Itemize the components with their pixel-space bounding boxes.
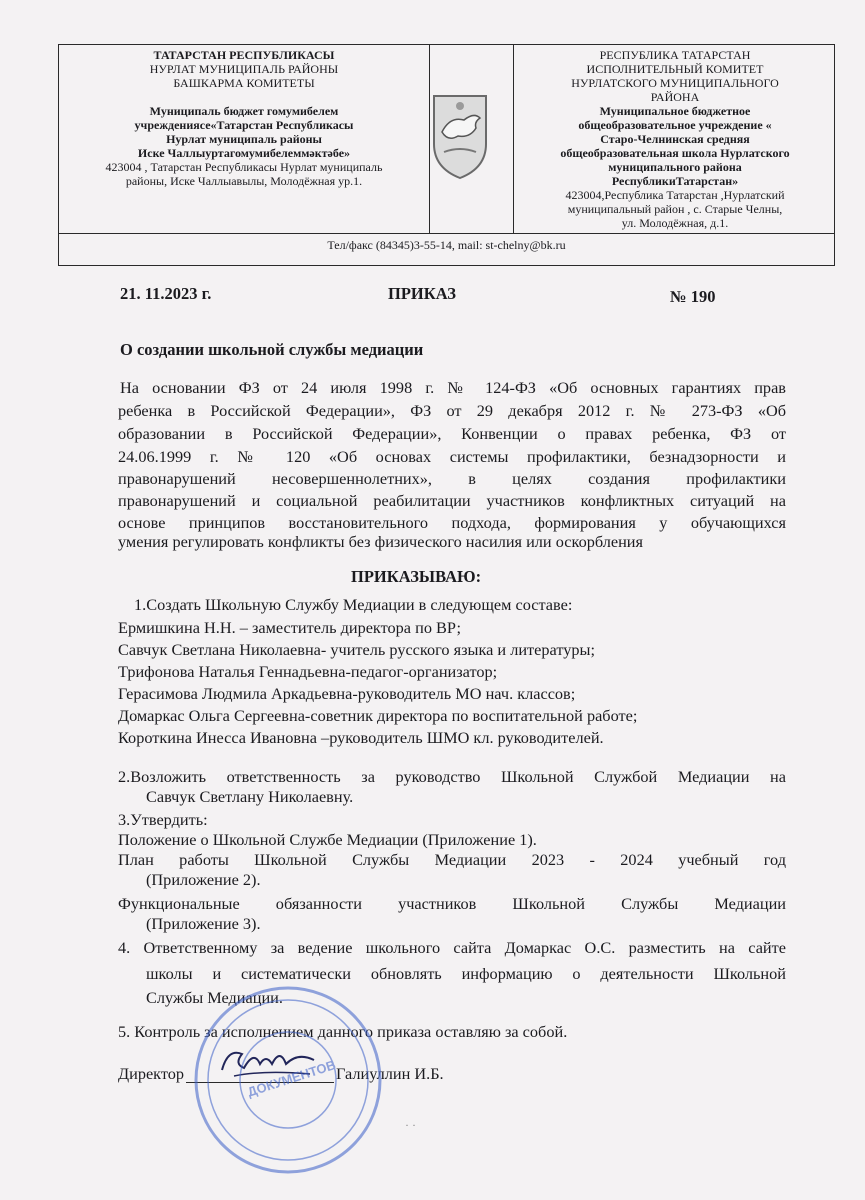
item-1-title: 1.Создать Школьную Службу Медиации в следующем составе: — [134, 595, 573, 614]
letterhead-tatar-line: ТАТАРСТАН РЕСПУБЛИКАСЫ — [153, 48, 335, 62]
letterhead-russian-line: ИСПОЛНИТЕЛЬНЫЙ КОМИТЕТ — [586, 62, 764, 76]
coat-of-arms-icon — [430, 92, 490, 180]
signature-name: Галиуллин И.Б. — [336, 1064, 444, 1083]
letterhead-tatar-line: учреждениясе«Татарстан Республикасы — [134, 118, 354, 132]
member: Короткина Инесса Ивановна –руководитель ШМО кл. руководителей. — [118, 728, 604, 747]
preamble-line: 24.06.1999 г. № 120 «Об основах системы профилактики, безнадзорности и — [118, 447, 786, 466]
letterhead-tatar-line: Нурлат муниципаль районы — [166, 132, 322, 146]
letterhead-russian-line: Старо-Челнинская средняя — [600, 132, 750, 146]
letterhead-russian-line: ул. Молодёжная, д.1. — [621, 216, 729, 230]
item-3-a: Положение о Школьной Службе Медиации (Приложение 1). — [118, 830, 537, 849]
member: Ермишкина Н.Н. – заместитель директора по ВР; — [118, 618, 462, 637]
item-4-line: 4. Ответственному за ведение школьного сайта Домаркас О.С. разместить на сайте — [118, 938, 786, 957]
letterhead-russian-line: общеобразовательное учреждение « — [578, 118, 772, 132]
letterhead-tatar-line: БАШКАРМА КОМИТЕТЫ — [173, 76, 315, 90]
letterhead-russian-line: РАЙОНА — [650, 90, 700, 104]
letterhead-russian-line: РеспубликиТатарстан» — [611, 174, 739, 188]
member: Савчук Светлана Николаевна- учитель русского языка и литературы; — [118, 640, 595, 659]
letterhead-russian-line: 423004,Республика Татарстан ,Нурлатский — [565, 188, 785, 202]
item-3-c: Функциональные обязанности участников Школьной Службы Медиации — [118, 894, 786, 913]
item-3-c: (Приложение 3). — [146, 914, 261, 933]
item-2-line: Савчук Светлану Николаевну. — [146, 787, 354, 806]
header-divider-right — [513, 45, 514, 233]
letterhead-tatar-line: Муниципаль бюджет гомумибелем — [149, 104, 339, 118]
order-date: 21. 11.2023 г. — [120, 284, 212, 303]
letterhead-tatar — [63, 48, 425, 188]
preamble-line: образовании в Российской Федерации», Конвенции о правах ребенка, ФЗ от — [118, 424, 786, 443]
item-3-b: План работы Школьной Службы Медиации 2023 - 2024 учебный год — [118, 850, 786, 869]
preamble-line: правонарушений несовершеннолетних», в целях создания профилактики — [118, 469, 786, 488]
member: Трифонова Наталья Геннадьевна-педагог-организатор; — [118, 662, 498, 681]
order-title: ПРИКАЗ — [388, 284, 456, 303]
order-subject: О создании школьной службы медиации — [120, 340, 424, 359]
preamble-line: основе принципов восстановительного подхода, формирования у обучающихся — [118, 513, 786, 532]
letterhead-tatar-line: НУРЛАТ МУНИЦИПАЛЬ РАЙОНЫ — [149, 62, 339, 76]
letterhead-russian — [519, 48, 831, 230]
order-number: № 190 — [670, 287, 716, 306]
item-4-line: школы и систематически обновлять информацию о деятельности Школьной — [146, 964, 786, 983]
item-4-line: Службы Медиации. — [146, 988, 283, 1007]
letterhead-russian-line: общеобразовательная школа Нурлатского — [560, 146, 790, 160]
letterhead-russian-line: муниципальный район , с. Старые Челны, — [567, 202, 783, 216]
preamble-line: На основании ФЗ от 24 июля 1998 г. № 124-ФЗ «Об основных гарантиях прав — [120, 378, 786, 397]
item-2-line: 2.Возложить ответственность за руководство Школьной Службой Медиации на — [118, 767, 786, 786]
letterhead-tatar-line: районы, Иске Чаллыавылы, Молодёжная ур.1. — [125, 174, 363, 188]
item-3-title: 3.Утвердить: — [118, 810, 208, 829]
stamp-text: ДОКУМЕНТОВ — [245, 1057, 338, 1100]
item-5: 5. Контроль за исполнением данного приказа оставляю за собой. — [118, 1022, 568, 1041]
official-stamp-icon — [188, 980, 388, 1180]
scan-mark: · · — [405, 1118, 416, 1132]
letterhead-russian-line: Муниципальное бюджетное — [599, 104, 751, 118]
letterhead-tatar-line: Иске Чаллыуртагомумибелеммәктәбе» — [137, 146, 351, 160]
preamble-line: правонарушений и социальной реабилитации участников конфликтных ситуаций на — [118, 491, 786, 510]
order-heading: ПРИКАЗЫВАЮ: — [351, 567, 482, 586]
letterhead-russian-line: РЕСПУБЛИКА ТАТАРСТАН — [599, 48, 751, 62]
member: Домаркас Ольга Сергеевна-советник директора по воспитательной работе; — [118, 706, 638, 725]
item-3-b: (Приложение 2). — [146, 870, 261, 889]
letterhead-contacts: Тел/факс (84345)3-55-14, mail: st-chelny@bk.ru — [327, 238, 566, 252]
letterhead-tatar-line: 423004 , Татарстан Республикасы Нурлат муниципаль — [105, 160, 383, 174]
letterhead-russian-line: НУРЛАТСКОГО МУНИЦИПАЛЬНОГО — [571, 76, 779, 90]
letterhead-russian-line: муниципального района — [608, 160, 742, 174]
member: Герасимова Людмила Аркадьевна-руководитель МО нач. классов; — [118, 684, 576, 703]
header-divider-bottom — [59, 233, 834, 234]
preamble-line: ребенка в Российской Федерации», ФЗ от 29 декабря 2012 г. № 273-ФЗ «Об — [118, 401, 786, 420]
preamble-line: умения регулировать конфликты без физического насилия или оскорбления — [118, 532, 643, 551]
signature-role: Директор — [118, 1064, 185, 1083]
